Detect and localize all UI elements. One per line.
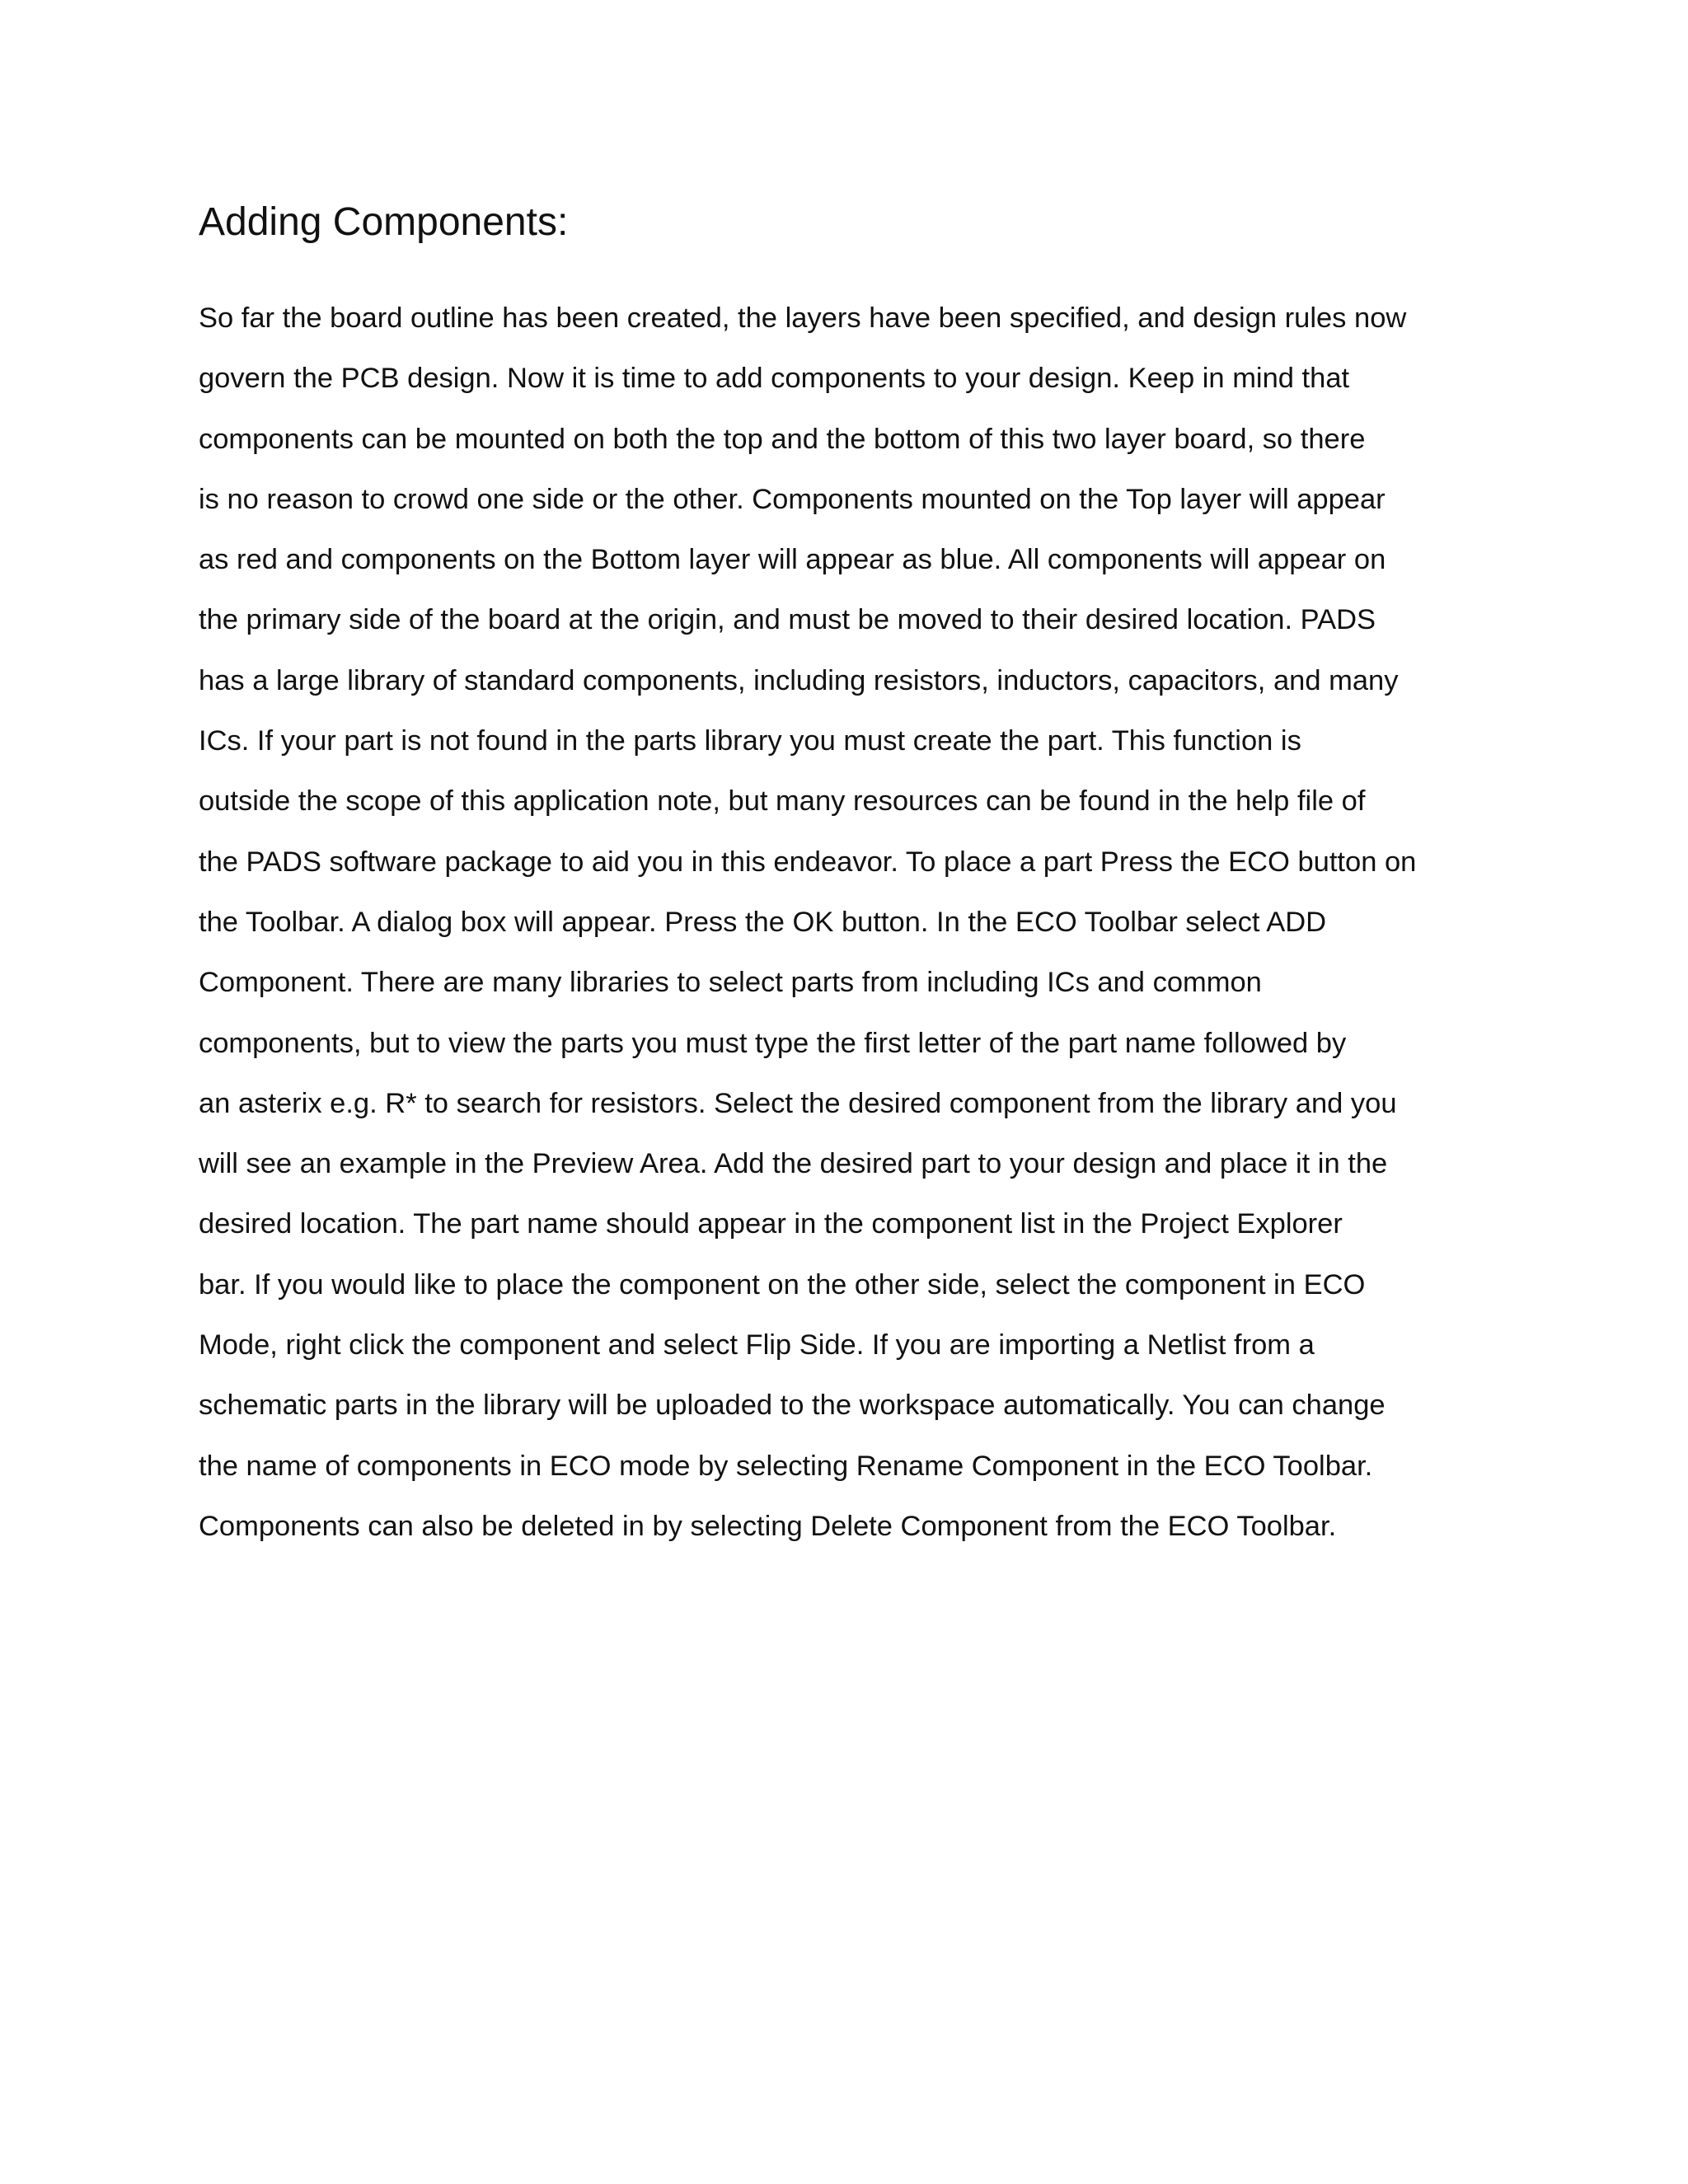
paragraph-line: components, but to view the parts you must type the first letter of the part name followed by xyxy=(199,1027,1347,1059)
paragraph-line: schematic parts in the library will be uploaded to the workspace automatically. You can change xyxy=(199,1390,1386,1422)
paragraph-line: the name of components in ECO mode by selecting Rename Component in the ECO Toolbar. xyxy=(199,1450,1373,1482)
paragraph-line: an asterix e.g. R* to search for resistors. Select the desired component from the library and you xyxy=(199,1087,1397,1119)
paragraph-line: govern the PCB design. Now it is time to add components to your design. Keep in mind that xyxy=(199,363,1350,395)
section-heading: Adding Components: xyxy=(199,200,569,244)
paragraph-line: the Toolbar. A dialog box will appear. Press the OK button. In the ECO Toolbar select ADD xyxy=(199,906,1327,938)
paragraph-line: is no reason to crowd one side or the other. Components mounted on the Top layer will appear xyxy=(199,483,1386,515)
paragraph-line: ICs. If your part is not found in the parts library you must create the part. This function is xyxy=(199,725,1301,757)
paragraph-line: components can be mounted on both the top and the bottom of this two layer board, so there xyxy=(199,423,1366,455)
paragraph-line: Components can also be deleted in by selecting Delete Component from the ECO Toolbar. xyxy=(199,1510,1337,1542)
paragraph-line: the primary side of the board at the origin, and must be moved to their desired location. PADS xyxy=(199,604,1376,636)
paragraph-line: Component. There are many libraries to select parts from including ICs and common xyxy=(199,967,1262,999)
paragraph-line: outside the scope of this application note, but many resources can be found in the help file of xyxy=(199,785,1366,818)
paragraph-line: Mode, right click the component and select Flip Side. If you are importing a Netlist from a xyxy=(199,1329,1315,1361)
paragraph-line: will see an example in the Preview Area. Add the desired part to your design and place it in the xyxy=(199,1148,1388,1180)
paragraph-line: So far the board outline has been created, the layers have been specified, and design rules now xyxy=(199,302,1407,334)
paragraph-line: bar. If you would like to place the component on the other side, select the component in ECO xyxy=(199,1268,1366,1301)
body-paragraph xyxy=(199,288,1489,1557)
paragraph-line: as red and components on the Bottom layer will appear as blue. All components will appear on xyxy=(199,544,1386,576)
paragraph-line: the PADS software package to aid you in this endeavor. To place a part Press the ECO button on xyxy=(199,846,1417,878)
document-content xyxy=(199,198,1489,1557)
paragraph-line: desired location. The part name should appear in the component list in the Project Explorer xyxy=(199,1208,1343,1240)
paragraph-line: has a large library of standard components, including resistors, inductors, capacitors, and many xyxy=(199,664,1399,696)
